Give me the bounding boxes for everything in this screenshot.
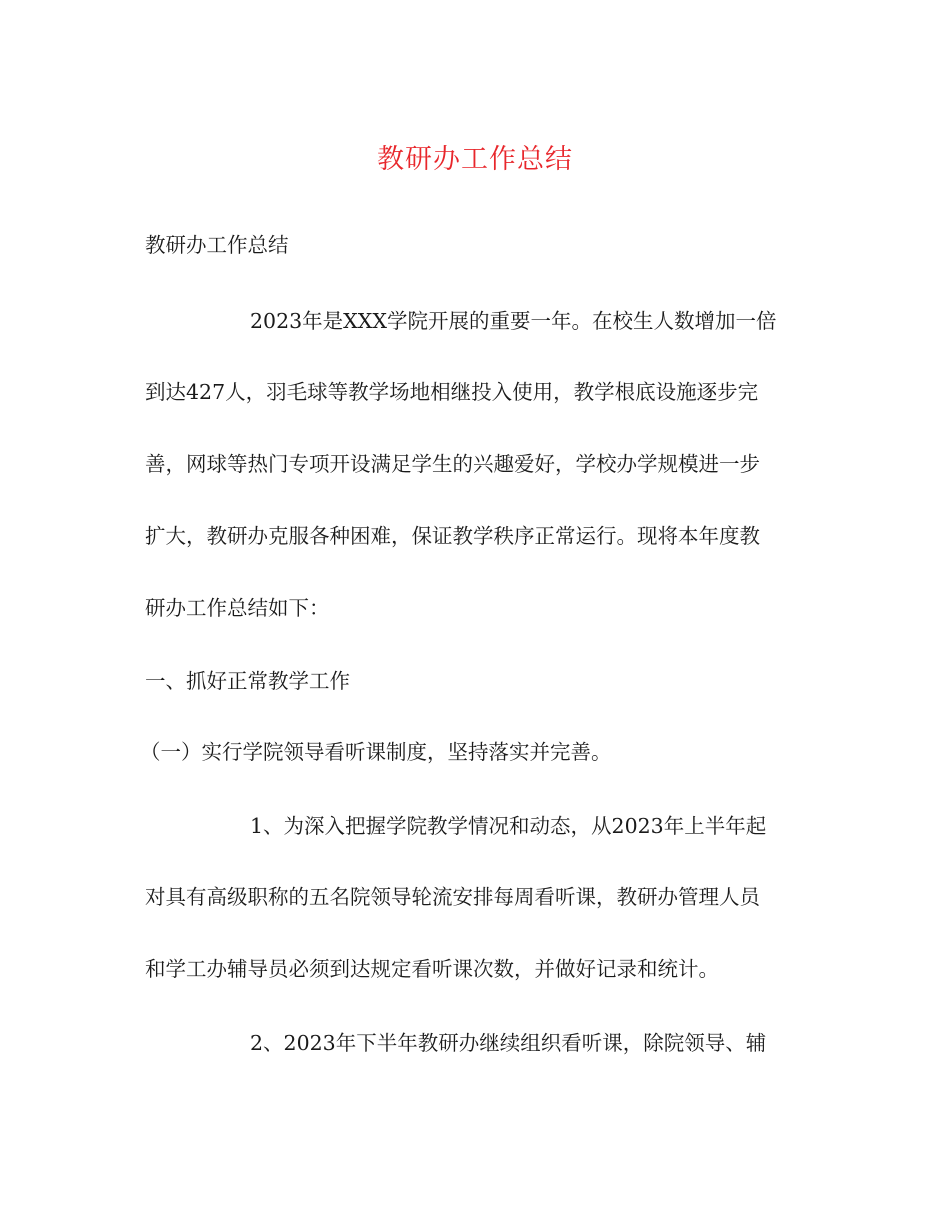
section-heading: 一、抓好正常教学工作 xyxy=(145,669,350,693)
paragraph-line: 2、2023年下半年教研办继续组织看听课，除院领导、辅 xyxy=(250,1031,767,1055)
document-title: 教研办工作总结 xyxy=(377,144,573,175)
paragraph-line: 扩大，教研办克服各种困难，保证教学秩序正常运行。现将本年度教 xyxy=(145,524,760,548)
paragraph-line: 对具有高级职称的五名院领导轮流安排每周看听课，教研办管理人员 xyxy=(145,885,760,909)
subsection-heading: （一）实行学院领导看听课制度，坚持落实并完善。 xyxy=(140,740,612,764)
paragraph-line: 研办工作总结如下： xyxy=(145,596,330,620)
paragraph-line: 1、为深入把握学院教学情况和动态，从2023年上半年起 xyxy=(250,814,767,838)
paragraph-line: 2023年是XXX学院开展的重要一年。在校生人数增加一倍 xyxy=(250,309,777,333)
paragraph-line: 和学工办辅导员必须到达规定看听课次数，并做好记录和统计。 xyxy=(145,957,719,981)
paragraph-line: 善，网球等热门专项开设满足学生的兴趣爱好，学校办学规模进一步 xyxy=(145,452,760,476)
document-subtitle: 教研办工作总结 xyxy=(145,233,289,257)
paragraph-line: 到达427人，羽毛球等教学场地相继投入使用，教学根底设施逐步完 xyxy=(145,380,759,404)
